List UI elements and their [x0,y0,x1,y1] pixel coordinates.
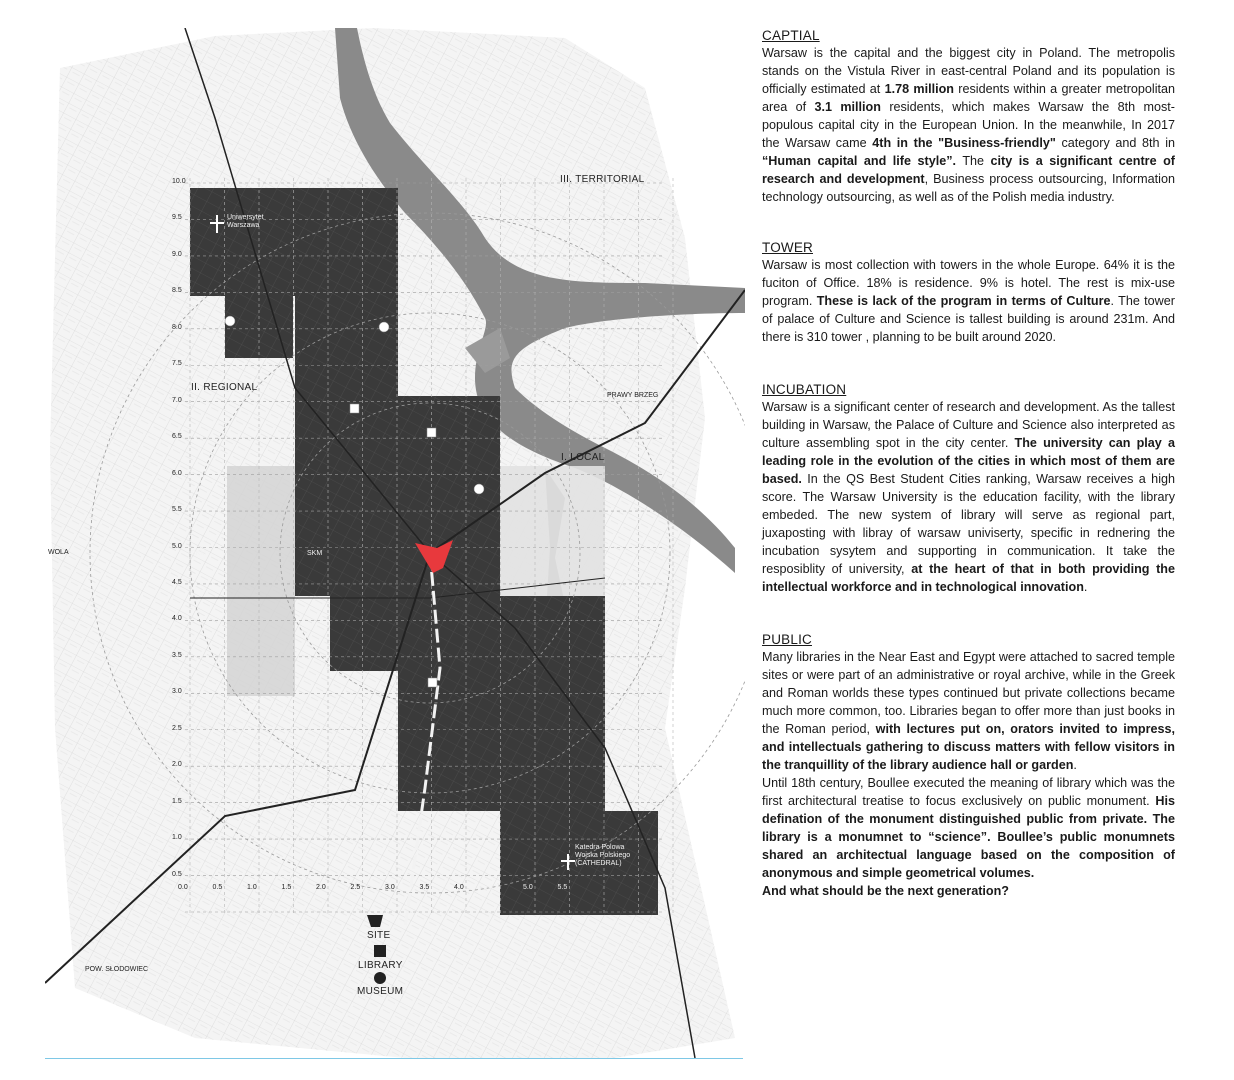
section-incubation-title: INCUBATION [762,382,847,397]
legend-library-symbol [374,945,386,957]
y-tick-label: 3.5 [172,651,182,659]
capital-text-e: residents, which makes Warsaw the 8th most-populous capital city in the European Union. In the meanwhile, In 2017 the Warsaw came [762,100,1175,150]
incubation-text-b: The university can play a leading role in the evolution of the cities in which most of them are based. [762,436,1175,486]
capital-text-i: The [956,154,991,168]
x-tick-label: 3.0 [385,884,395,891]
capital-text-h: “Human capital and life style”. [762,154,957,168]
section-tower-title: TOWER [762,240,813,255]
x-tick-label: 2.5 [350,884,361,891]
section-tower [762,240,1175,346]
tower-text-b: These is lack of the program in terms of Culture [816,294,1111,308]
label-territorial: III. TERRITORIAL [560,174,645,185]
section-capital-body [762,44,1175,206]
public-text-b: with lectures put on, orators invited to impress, and intellectuals gathering to discuss matters with fellow visitors in the tranquillity of the library audience hall or garden [762,722,1176,772]
y-tick-label: 6.5 [172,433,182,441]
section-incubation [762,382,1175,596]
bottom-rule [45,1058,743,1059]
capital-text-a: Warsaw is the capital and the biggest city in Poland. The metropolis stands on the Vistula River in east-central Poland and its population is officially estimated at [762,46,1175,96]
y-tick-label: 9.0 [172,250,182,258]
label-center-tag: SKM [191,550,207,557]
north-landmark-line-1: Uniwersytet [227,214,264,221]
y-tick-label: 1.5 [172,797,182,805]
tower-text-a: Warsaw is most collection with towers in the whole Europe. 64% it is the fuciton of Office. 18% is residence. 9% is hotel. The rest is mix-use program. [762,258,1175,308]
x-tick-label: 3.5 [419,884,430,891]
label-west-district: WOLA [48,549,69,556]
y-tick-label: 7.0 [172,396,182,404]
y-tick-label: 5.5 [172,506,182,514]
y-tick-label: 8.5 [172,287,182,295]
public-text-e: His defination of the monument distinguished public from private. The library is a monumnet to “science”. Boullee’s public monumnets shared an architectual language based on the composition of anonymous and simple geometrical volumes. [762,794,1175,880]
y-tick-label: 0.5 [172,870,182,878]
cathedral-line-1: Katedra Polowa [575,844,625,851]
section-public-body-1 [762,648,1175,774]
tower-text-c: . The tower of palace of Culture and Science is tallest building is around 231m. And there is 310 tower , planning to be built around 2020. [762,294,1175,344]
section-incubation-body [762,398,1175,596]
map-panel [45,28,745,1058]
y-tick-label: 5.0 [172,542,182,550]
label-local: I. LOCAL [561,452,605,463]
x-tick-label: 1.0 [247,884,257,891]
x-tick-label: 4.5 [488,884,499,891]
y-tick-label: 4.0 [172,615,182,623]
y-tick-label: 2.0 [172,761,182,769]
capital-text-j: city is a significant centre of research and development [762,154,1175,186]
label-north-landmark [227,214,264,230]
public-text-f: And what should be the next generation? [762,884,1009,898]
y-tick-label: 3.0 [172,688,182,696]
y-tick-label: 4.5 [172,578,182,586]
y-tick-label: 6.0 [172,469,182,477]
x-tick-label: 0.0 [178,884,188,891]
public-text-a: Many libraries in the Near East and Egypt were attached to sacred temple sites or were part of an administrative or royal archive, while in the Greek and Roman worlds these types continued but private collections became much more common, too. Libraries began to offer more than just books in the Roman period, [762,650,1175,736]
section-public-closing [762,882,1175,900]
north-landmark-line-2: Warszawa [227,222,260,229]
x-tick-label: 5.0 [523,884,533,891]
x-tick-label: 5.5 [557,884,568,891]
label-east-district: PRAWY BRZEG [607,392,659,399]
incubation-text-e: . [1083,580,1088,594]
section-tower-body [762,256,1175,346]
capital-text-c: residents within a greater metropolitan area of [762,82,1175,114]
x-tick-label: 1.5 [281,884,292,891]
legend-library-label: LIBRARY [358,960,403,971]
public-text-c: . [1073,758,1077,772]
legend-site-label: SITE [367,930,391,941]
section-capital [762,28,1175,206]
incubation-text-d: at the heart of that in both providing the intellectual workforce and in technological innovation [762,562,1176,594]
section-capital-title: CAPTIAL [762,28,820,43]
x-tick-label: 0.5 [212,884,223,891]
public-text-d: Until 18th century, Boullee executed the meaning of library which was the first architectural treatise to focus exclusively on public monument. [762,776,1175,808]
y-tick-label: 8.0 [172,323,182,331]
cathedral-line-3: (CATHEDRAL) [575,860,622,867]
label-regional: II. REGIONAL [191,382,258,393]
x-tick-label: 2.0 [316,884,326,891]
y-tick-label: 7.5 [172,360,182,368]
incubation-text-a: Warsaw is a significant center of research and development. As the tallest building in Warsaw, the Palace of Culture and Science also interpreted as culture assembling spot in the city center. [762,400,1175,450]
section-public-title: PUBLIC [762,632,812,647]
section-public [762,632,1175,900]
incubation-text-c: In the QS Best Student Cities ranking, Warsaw receives a high score. The Warsaw University is the education facility, with the library embeded. The new system of library will serve as regional part, juxaposting with libray of warsaw univiserty, specific in rednering the incubation sysytem and supporting in communication. It take the resposiblity of university, [762,472,1175,576]
legend-museum-label: MUSEUM [357,986,404,997]
capital-text-d: 3.1 million [814,100,881,114]
capital-text-k: , Business process outsourcing, Information technology outsourcing, as well as of the Polish media industry. [762,172,1175,204]
label-cathedral [575,844,630,868]
y-tick-label: 1.0 [172,834,182,842]
zone-light-west [227,466,295,696]
text-panel [762,28,1175,900]
label-south-district: POW. SŁODOWIEC [85,966,149,973]
cathedral-line-2: Wojska Polskiego [575,852,631,859]
y-tick-label: 10.0 [172,178,186,185]
legend-museum-symbol [374,972,386,984]
y-tick-label: 2.5 [172,724,182,732]
x-tick-label: 4.0 [454,884,464,891]
y-tick-label: 9.5 [172,214,182,222]
capital-text-f: 4th in the "Business-friendly" [872,136,1056,150]
capital-text-g: category and 8th in [1055,136,1176,150]
section-public-body-2 [762,774,1175,882]
label-center-tag-2: SKM [307,550,323,557]
capital-text-b: 1.78 million [884,82,954,96]
